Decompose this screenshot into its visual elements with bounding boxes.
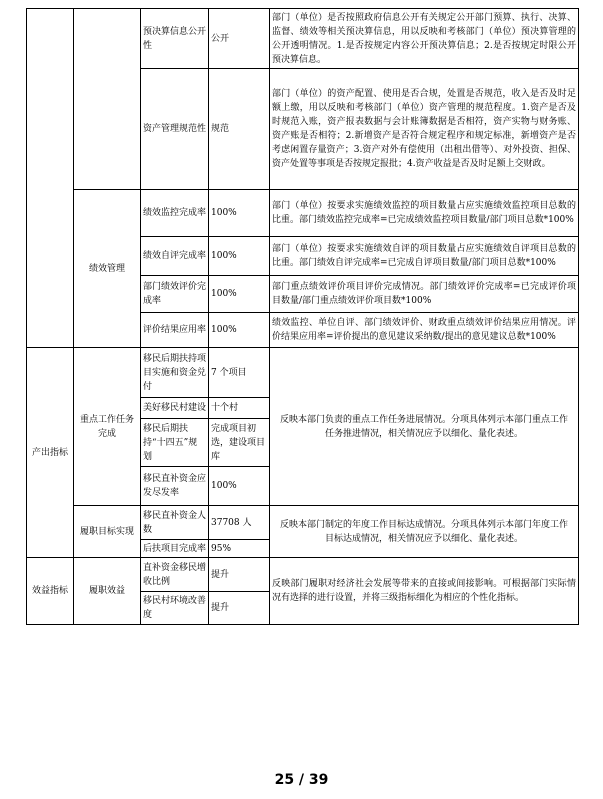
page-number: 25 / 39 [274, 772, 329, 788]
description-cell: 部门（单位）按要求实施绩效自评的项目数量占应实施绩效自评项目总数的比重。部门绩效自评完成率=已完成自评项目数量/部门项目总数*100% [270, 237, 579, 276]
value-cell: 完成项目初选，建设项目库 [209, 419, 270, 467]
section-cell: 效益指标 [27, 558, 74, 625]
value-cell: 95% [209, 540, 270, 558]
value-cell: 100% [209, 313, 270, 348]
metric-cell: 绩效自评完成率 [141, 237, 209, 276]
value-cell: 7 个项目 [209, 348, 270, 398]
category-cell: 绩效管理 [74, 190, 141, 348]
value-cell: 提升 [209, 558, 270, 592]
table-row [27, 558, 579, 592]
metric-cell: 移民直补资金应发尽发率 [141, 467, 209, 506]
metric-cell: 移民村环境改善度 [141, 592, 209, 625]
metric-cell: 移民直补资金人数 [141, 506, 209, 540]
performance-indicator-table [26, 8, 579, 625]
value-cell: 提升 [209, 592, 270, 625]
metric-cell: 部门绩效评价完成率 [141, 276, 209, 313]
value-cell: 100% [209, 276, 270, 313]
value-cell: 100% [209, 467, 270, 506]
metric-cell: 直补资金移民增收比例 [141, 558, 209, 592]
table-row [27, 190, 579, 237]
description-cell: 反映本部门制定的年度工作目标达成情况。分项具体列示本部门年度工作目标达成情况，相关情况应予以细化、量化表述。 [270, 506, 579, 558]
description-cell: 部门（单位）的资产配置、使用是否合规，处置是否规范，收入是否及时足额上缴，用以反映和考核部门（单位）资产管理的规范程度。1.资产是否及时规范入账，资产报表数据与会计账簿数据是否相符，资产实物与财务账、资产账是否相符；2.新增资产是否符合规定程序和规定标准，新增资产是否考虑闲置存量资产；3.资产对外有偿使用（出租出借等）、对外投资、担保、资产处置等事项是否按规定报批；4.资产收益是否及时足额上交财政。 [270, 69, 579, 190]
metric-cell: 移民后期扶持“十四五”规划 [141, 419, 209, 467]
table-row [27, 506, 579, 540]
description-cell: 反映本部门负责的重点工作任务进展情况。分项具体列示本部门重点工作任务推进情况，相关情况应予以细化、量化表述。 [270, 348, 579, 506]
value-cell: 37708 人 [209, 506, 270, 540]
metric-cell: 评价结果应用率 [141, 313, 209, 348]
category-cell-empty [74, 9, 141, 190]
value-cell: 公开 [209, 9, 270, 69]
category-cell: 履职目标实现 [74, 506, 141, 558]
value-cell: 十个村 [209, 398, 270, 419]
table-row [27, 348, 579, 398]
category-cell: 重点工作任务完成 [74, 348, 141, 506]
table-row [27, 9, 579, 69]
metric-cell: 美好移民村建设 [141, 398, 209, 419]
value-cell: 规范 [209, 69, 270, 190]
description-cell: 反映部门履职对经济社会发展等带来的直接或间接影响。可根据部门实际情况有选择的进行设置，并将三级指标细化为相应的个性化指标。 [270, 558, 579, 625]
section-cell-empty [27, 9, 74, 348]
metric-cell: 预决算信息公开性 [141, 9, 209, 69]
section-cell: 产出指标 [27, 348, 74, 558]
description-cell: 部门重点绩效评价项目评价完成情况。部门绩效评价完成率=已完成评价项目数量/部门重点绩效评价项目数*100% [270, 276, 579, 313]
metric-cell: 绩效监控完成率 [141, 190, 209, 237]
description-cell: 绩效监控、单位自评、部门绩效评价、财政重点绩效评价结果应用情况。评价结果应用率=评价提出的意见建议采纳数/提出的意见建议总数*100% [270, 313, 579, 348]
description-cell: 部门（单位）是否按照政府信息公开有关规定公开部门预算、执行、决算、监督、绩效等相关预决算信息，用以反映和考核部门（单位）预决算管理的公开透明情况。1.是否按规定内容公开预决算信息；2.是否按规定时限公开预决算信息。 [270, 9, 579, 69]
metric-cell: 移民后期扶持项目实施和资金兑付 [141, 348, 209, 398]
metric-cell: 资产管理规范性 [141, 69, 209, 190]
metric-cell: 后扶项目完成率 [141, 540, 209, 558]
value-cell: 100% [209, 237, 270, 276]
category-cell: 履职效益 [74, 558, 141, 625]
value-cell: 100% [209, 190, 270, 237]
description-cell: 部门（单位）按要求实施绩效监控的项目数量占应实施绩效监控项目总数的比重。部门绩效监控完成率=已完成绩效监控项目数量/部门项目总数*100% [270, 190, 579, 237]
